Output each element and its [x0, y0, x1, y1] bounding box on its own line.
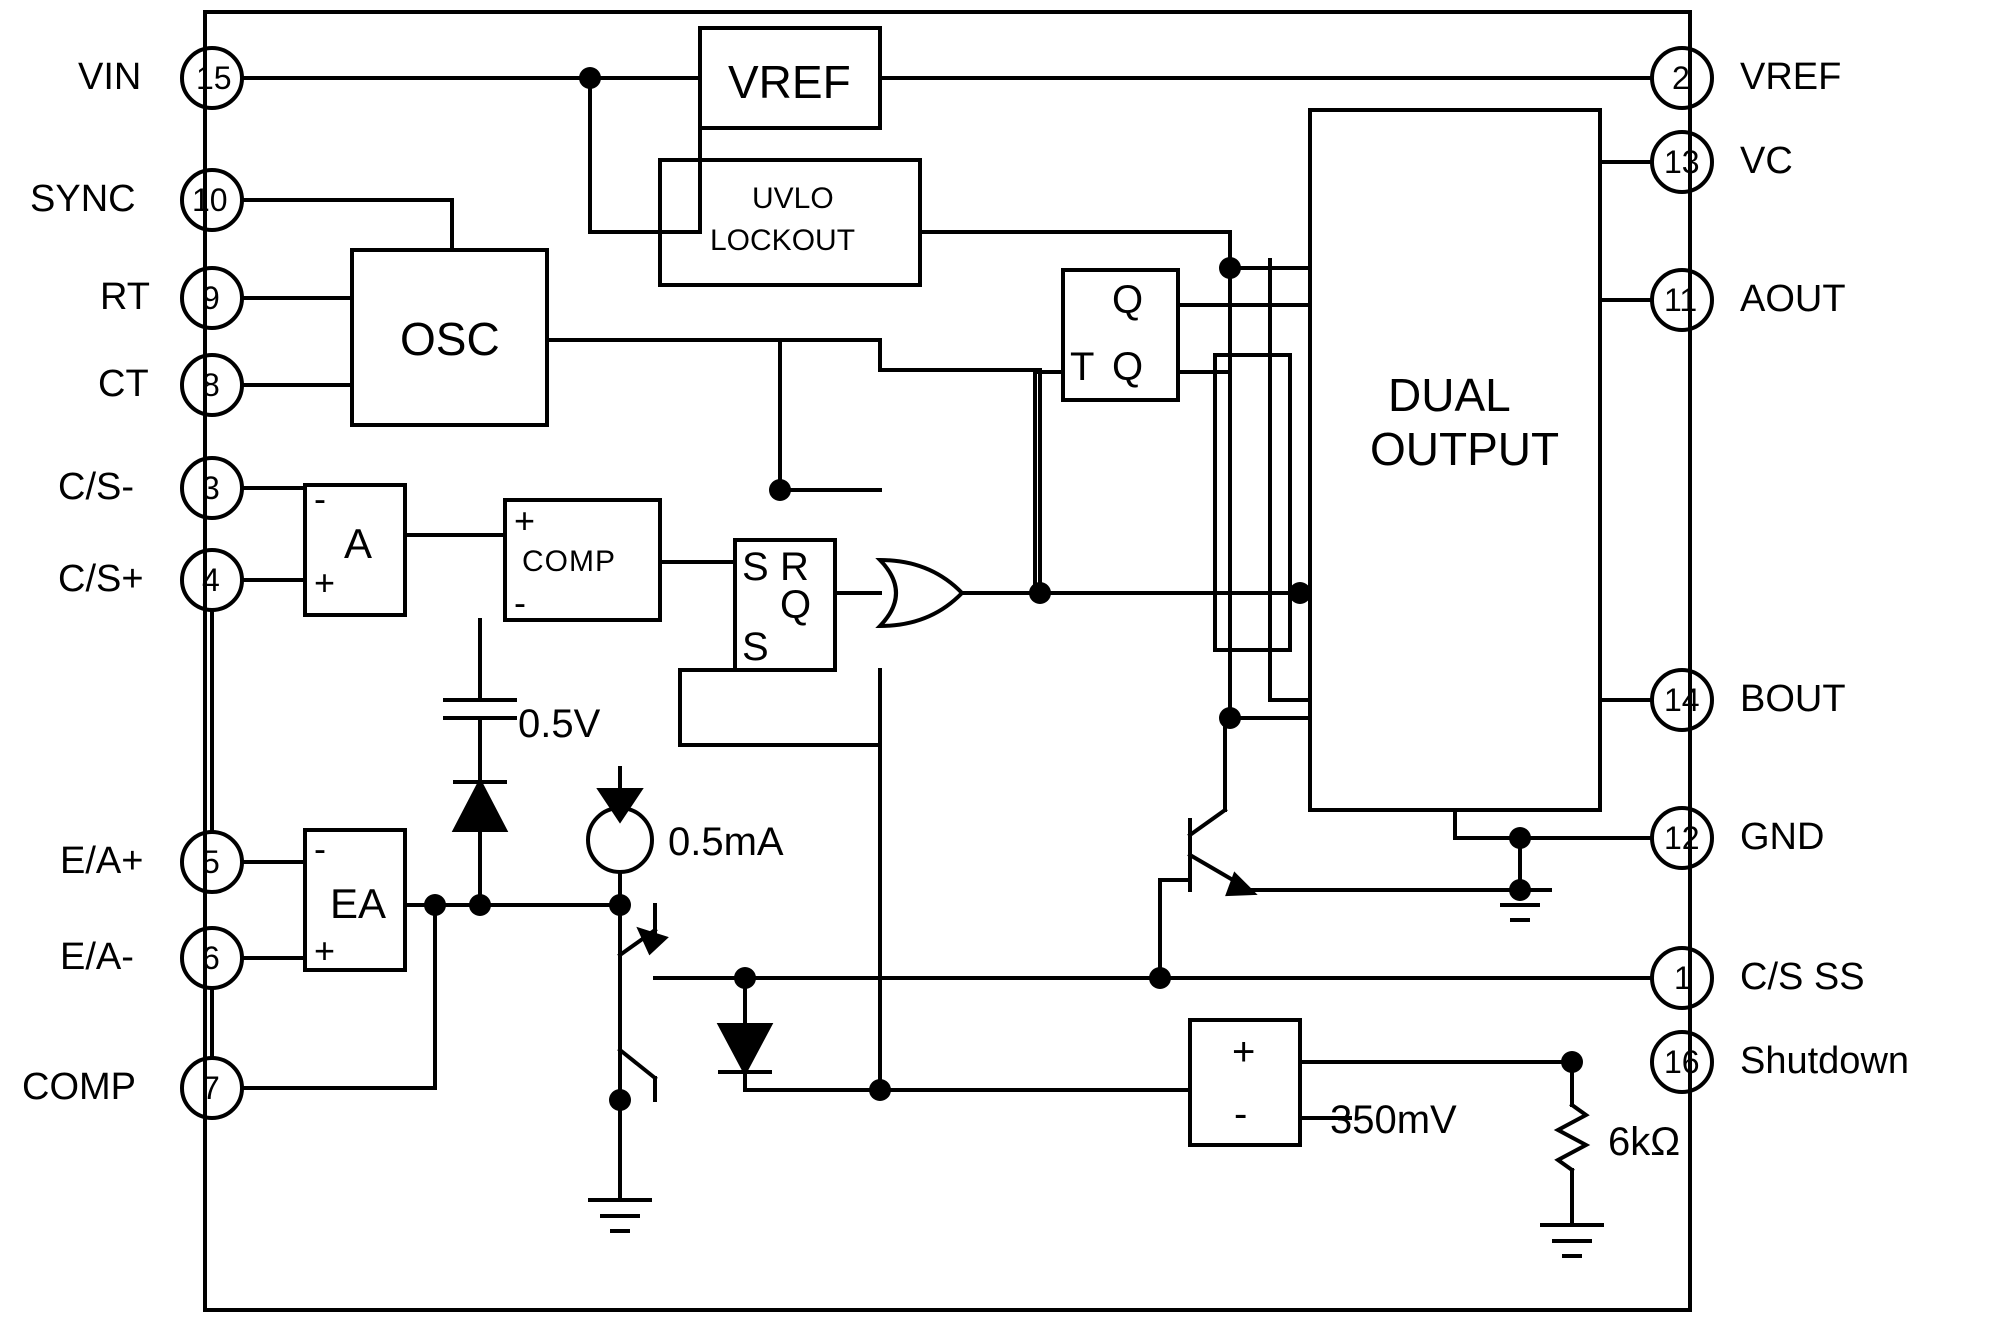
- shutdown-comp-minus: -: [1234, 1092, 1248, 1136]
- block-label-ea: EA: [330, 880, 387, 927]
- pin-number-14: 14: [1664, 682, 1700, 718]
- junction-vin: [579, 67, 601, 89]
- junction-q2-gnd: [1509, 879, 1531, 901]
- pin-number-13: 13: [1664, 144, 1700, 180]
- chip-outline: [205, 12, 1690, 1310]
- dual-output-line2: OUTPUT: [1370, 423, 1560, 475]
- pin-number-3: 3: [202, 470, 220, 506]
- annotation-current-source: 0.5mA: [668, 820, 784, 864]
- pin-number-16: 16: [1664, 1044, 1700, 1080]
- wire-vin-down: [660, 78, 700, 232]
- annotation-shutdown-threshold: 350mV: [1330, 1098, 1457, 1142]
- pin-label-vref-out: VREF: [1740, 56, 1842, 98]
- annotation-cap-voltage: 0.5V: [518, 702, 601, 746]
- pin-number-2: 2: [1672, 60, 1690, 96]
- q1-arrow: [640, 930, 665, 952]
- ff-q-top-label: Q: [1112, 278, 1144, 322]
- pin-number-15: 15: [196, 60, 232, 96]
- wire-gnd: [1455, 810, 1652, 838]
- resistor-6k: [1558, 1105, 1586, 1170]
- wire-sync: [242, 200, 452, 250]
- amp-a-plus-sign: +: [314, 562, 336, 603]
- comp-plus-sign: +: [514, 500, 536, 541]
- pin-label-cs-minus: C/S-: [58, 466, 134, 508]
- block-label-uvlo-line2: LOCKOUT: [710, 224, 856, 257]
- diode-body: [455, 782, 505, 830]
- block-label-comp: COMP: [522, 545, 616, 578]
- annotation-pulldown-resistor: 6kΩ: [1608, 1120, 1681, 1164]
- pin-number-9: 9: [202, 280, 220, 316]
- pin-label-rt: RT: [100, 276, 150, 318]
- pin-label-bout: BOUT: [1740, 678, 1846, 720]
- pin-label-ct-text: CT: [98, 363, 149, 405]
- block-label-uvlo-line1: UVLO: [752, 182, 834, 215]
- junction-q1: [609, 1089, 631, 1111]
- pin-label-cs-plus: C/S+: [58, 558, 144, 600]
- wire-osc-to-t: [880, 340, 1040, 370]
- pin-label-vin: VIN: [78, 56, 142, 98]
- pin-number-5: 5: [202, 844, 220, 880]
- q2-c: [1190, 810, 1225, 835]
- dual-output-line1: DUAL: [1388, 369, 1511, 421]
- pin-label-css: C/S SS: [1740, 956, 1865, 998]
- pin-number-7: 7: [202, 1070, 220, 1106]
- junction-or-out-2: [1289, 582, 1311, 604]
- wire-vin-to-uvlo: [590, 78, 660, 232]
- block-label-osc: OSC: [400, 313, 500, 365]
- block-label-amp-a: A: [344, 520, 373, 567]
- pin-label-ea-minus: E/A-: [60, 936, 134, 978]
- wire-diode2-down: [745, 1072, 880, 1090]
- pin-number-6: 6: [202, 940, 220, 976]
- wire-osc-out: [547, 340, 780, 490]
- diode2-body: [720, 1025, 770, 1072]
- block-label-vref: VREF: [728, 56, 851, 108]
- ea-plus-sign: +: [314, 930, 336, 971]
- pin-label-shutdown: Shutdown: [1740, 1040, 1910, 1082]
- ff-q-bottom-label: Q: [1112, 345, 1144, 389]
- latch-q-label: Q: [780, 583, 812, 627]
- q1-emitter: [620, 1050, 655, 1078]
- pin-label-aout: AOUT: [1740, 278, 1846, 320]
- pin-number-1: 1: [1674, 960, 1692, 996]
- pin-number-8: 8: [202, 367, 220, 403]
- pin-label-comp-pin: COMP: [22, 1066, 136, 1108]
- pin-number-11: 11: [1664, 282, 1698, 318]
- amp-a-minus-sign: -: [314, 478, 326, 519]
- pin-label-sync: SYNC: [30, 178, 136, 220]
- pin-number-10: 10: [192, 182, 228, 218]
- ff-t-label: T: [1070, 345, 1095, 389]
- pin-label-vc: VC: [1740, 140, 1793, 182]
- pin-number-12: 12: [1664, 820, 1700, 856]
- pin-label-gnd: GND: [1740, 816, 1825, 858]
- latch-r-label: R: [780, 545, 809, 589]
- current-source-arrow: [600, 790, 640, 820]
- shutdown-comp-plus: +: [1232, 1030, 1256, 1074]
- ea-minus-sign: -: [314, 828, 326, 869]
- gate-or: [880, 560, 962, 626]
- latch-s-bottom-label: S: [742, 625, 769, 669]
- pin-label-ea-plus: E/A+: [60, 840, 144, 882]
- wire-inner-loop: [1215, 355, 1290, 650]
- pin-number-4: 4: [202, 562, 220, 598]
- comp-minus-sign: -: [514, 582, 526, 623]
- latch-s-top-label: S: [742, 545, 769, 589]
